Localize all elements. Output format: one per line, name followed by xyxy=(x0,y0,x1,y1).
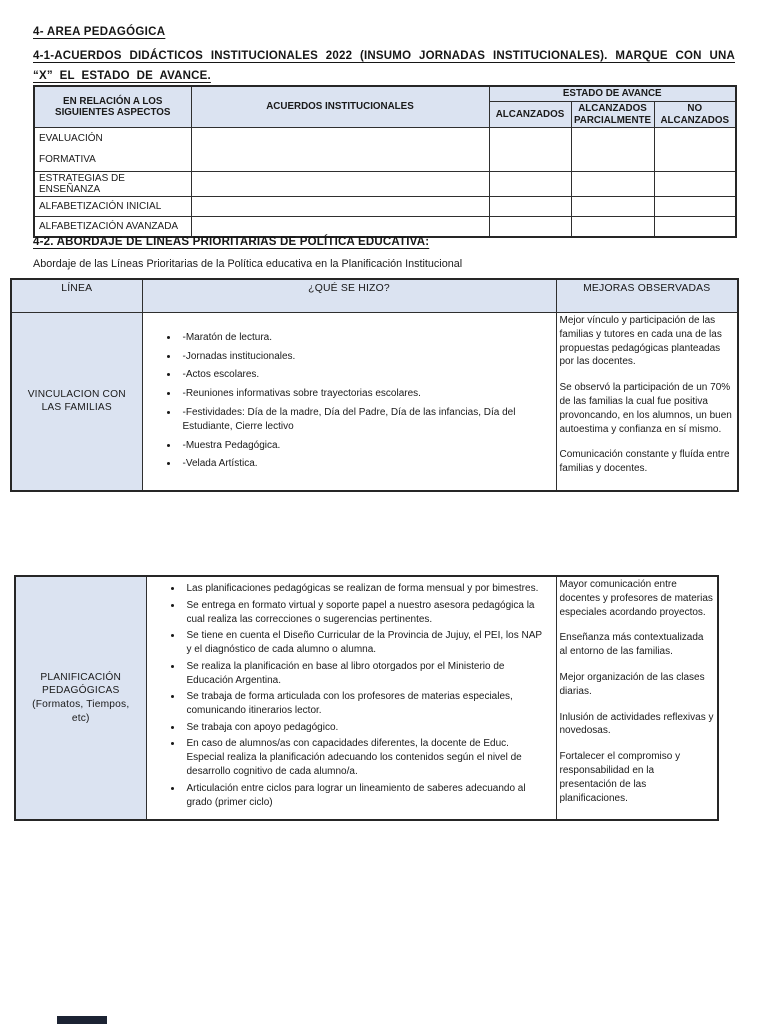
acuerdos-header-row-1 xyxy=(34,86,736,102)
planificacion-table xyxy=(14,575,719,821)
lineas-prioritarias-table xyxy=(10,278,739,492)
aspecto-label-cell: ALFABETIZACIÓN AVANZADA xyxy=(34,217,191,238)
col-header-no-alcanzados: NO ALCANZADOS xyxy=(654,102,736,128)
acuerdos-table-body xyxy=(34,128,736,238)
col-header-estado-de-avance: ESTADO DE AVANCE xyxy=(489,86,736,102)
accion-list-item: • Se entrega en formato virtual y soporte papel a nuestro asesora pedagógica la cual realiza las correcciones o sugerencias pertinentes. xyxy=(183,599,548,627)
parcialmente-empty-cell xyxy=(571,128,654,172)
vinculacion-linea-cell: VINCULACION CON LAS FAMILIAS xyxy=(11,313,142,491)
planificacion-mejoras-cell xyxy=(556,576,718,820)
accion-list-item: • -Actos escolares. xyxy=(179,368,548,382)
accion-list-item: • Las planificaciones pedagógicas se realizan de forma mensual y por bimestres. xyxy=(183,582,548,596)
mejora-paragraph: Mayor comunicación entre docentes y profesores de materias especiales acordando proyectos. xyxy=(559,579,713,618)
accion-list-item: • Se trabaja con apoyo pedagógico. xyxy=(183,721,548,735)
vinculacion-row xyxy=(11,313,738,491)
acuerdos-empty-cell xyxy=(191,128,489,172)
accion-list-item: • -Festividades: Día de la madre, Día del Padre, Día de las infancias, Día del Estudiante, Cierre lectivo xyxy=(179,406,548,434)
col-header-alcanzados-parcialmente: ALCANZADOS PARCIALMENTE xyxy=(571,102,654,128)
parcialmente-empty-cell xyxy=(571,197,654,217)
partial-bottom-element xyxy=(57,1016,107,1024)
alcanzados-empty-cell xyxy=(489,217,571,238)
accion-list-item: • -Maratón de lectura. xyxy=(179,331,548,345)
col-header-que-se-hizo: ¿QUÉ SE HIZO? xyxy=(142,279,556,313)
no-alcanzados-empty-cell xyxy=(654,128,736,172)
mejora-paragraph: Mejor organización de las clases diarias. xyxy=(559,671,705,697)
section-4-1-subtitle: 4-1-ACUERDOS DIDÁCTICOS INSTITUCIONALES 2022 (INSUMO JORNADAS INSTITUCIONALES). MARQUE CON UNA “X” EL ESTADO DE AVANCE. xyxy=(33,50,735,83)
acuerdos-empty-cell xyxy=(191,217,489,238)
planificacion-acciones-cell xyxy=(146,576,556,820)
no-alcanzados-empty-cell xyxy=(654,197,736,217)
no-alcanzados-empty-cell xyxy=(654,172,736,197)
aspecto-label-cell: EVALUACIÓN FORMATIVA xyxy=(34,128,191,172)
acuerdos-table-row xyxy=(34,197,736,217)
aspecto-label-cell: ALFABETIZACIÓN INICIAL xyxy=(34,197,191,217)
planificacion-linea-label: PLANIFICACIÓN PEDAGÓGICAS xyxy=(40,671,122,697)
accion-list-item: • -Jornadas institucionales. xyxy=(179,350,548,364)
col-header-aspectos: EN RELACIÓN A LOS SIGUIENTES ASPECTOS xyxy=(34,86,191,128)
accion-list-item: • En caso de alumnos/as con capacidades diferentes, la docente de Educ. Especial realiza la planificación adecuando los contenidos según el nivel de desarrollo cognitivo de cada alumno/a. xyxy=(183,737,548,779)
accion-list-item: • -Muestra Pedagógica. xyxy=(179,439,548,453)
section-4-2-title: 4-2. ABORDAJE DE LINEAS PRIORITARIAS DE POLÍTICA EDUCATIVA: xyxy=(33,236,430,248)
col-header-linea: LÍNEA xyxy=(11,279,142,313)
mejora-paragraph: Fortalecer el compromiso y responsabilidad en la presentación de las planificaciones. xyxy=(559,751,681,804)
mejora-paragraph: Se observó la participación de un 70% de las familias la cual fue positiva provoncando, en los alumnos, un buen autoestima y confianza en sí mismo. xyxy=(559,382,732,435)
col-header-acuerdos: ACUERDOS INSTITUCIONALES xyxy=(191,86,489,128)
acuerdos-empty-cell xyxy=(191,172,489,197)
no-alcanzados-empty-cell xyxy=(654,217,736,238)
mejora-paragraph: Inlusión de actividades reflexivas y novedosas. xyxy=(559,711,714,737)
mejora-paragraph: Enseñanza más contextualizada al entorno de las familias. xyxy=(559,632,704,658)
lineas-header-row xyxy=(11,279,738,313)
col-header-alcanzados: ALCANZADOS xyxy=(489,102,571,128)
parcialmente-empty-cell xyxy=(571,172,654,197)
acuerdos-table-row xyxy=(34,128,736,172)
alcanzados-empty-cell xyxy=(489,197,571,217)
section-4-2-subtitle: Abordaje de las Líneas Prioritarias de la Política educativa en la Planificación Institucional xyxy=(33,258,463,270)
acuerdos-empty-cell xyxy=(191,197,489,217)
mejora-paragraph: Comunicación constante y fluída entre familias y docentes. xyxy=(559,449,730,475)
col-header-mejoras-observadas: MEJORAS OBSERVADAS xyxy=(556,279,738,313)
acuerdos-didacticos-table xyxy=(33,85,737,238)
section-4-title: 4- AREA PEDAGÓGICA xyxy=(33,26,166,38)
planificacion-linea-cell xyxy=(15,576,146,820)
aspecto-label-cell: ESTRATEGIAS DE ENSEÑANZA xyxy=(34,172,191,197)
accion-list-item: • Articulación entre ciclos para lograr un lineamiento de saberes adecuando al grado (primer ciclo) xyxy=(183,782,548,810)
accion-list-item: • -Velada Artística. xyxy=(179,457,548,471)
acuerdos-table-row xyxy=(34,172,736,197)
vinculacion-mejoras-cell xyxy=(556,313,738,491)
accion-list-item: • Se realiza la planificación en base al libro otorgados por el Ministerio de Educación Argentina. xyxy=(183,660,548,688)
parcialmente-empty-cell xyxy=(571,217,654,238)
planificacion-row xyxy=(15,576,718,820)
alcanzados-empty-cell xyxy=(489,172,571,197)
planificacion-acciones-list xyxy=(153,582,548,810)
vinculacion-acciones-list xyxy=(149,331,548,472)
accion-list-item: • Se trabaja de forma articulada con los profesores de materias especiales, comunicando itinerarios lector. xyxy=(183,690,548,718)
alcanzados-empty-cell xyxy=(489,128,571,172)
vinculacion-acciones-cell xyxy=(142,313,556,491)
accion-list-item: • Se tiene en cuenta el Diseño Curricular de la Provincia de Jujuy, el PEI, los NAP y el diagnóstico de cada alumno o alumna. xyxy=(183,629,548,657)
mejora-paragraph: Mejor vínculo y participación de las familias y tutores en cada una de las propuestas pedagógicas planteadas por las docentes. xyxy=(559,315,722,368)
planificacion-linea-detail: (Formatos, Tiempos, etc) xyxy=(32,699,130,724)
acuerdos-table-row xyxy=(34,217,736,238)
accion-list-item: • -Reuniones informativas sobre trayectorias escolares. xyxy=(179,387,548,401)
